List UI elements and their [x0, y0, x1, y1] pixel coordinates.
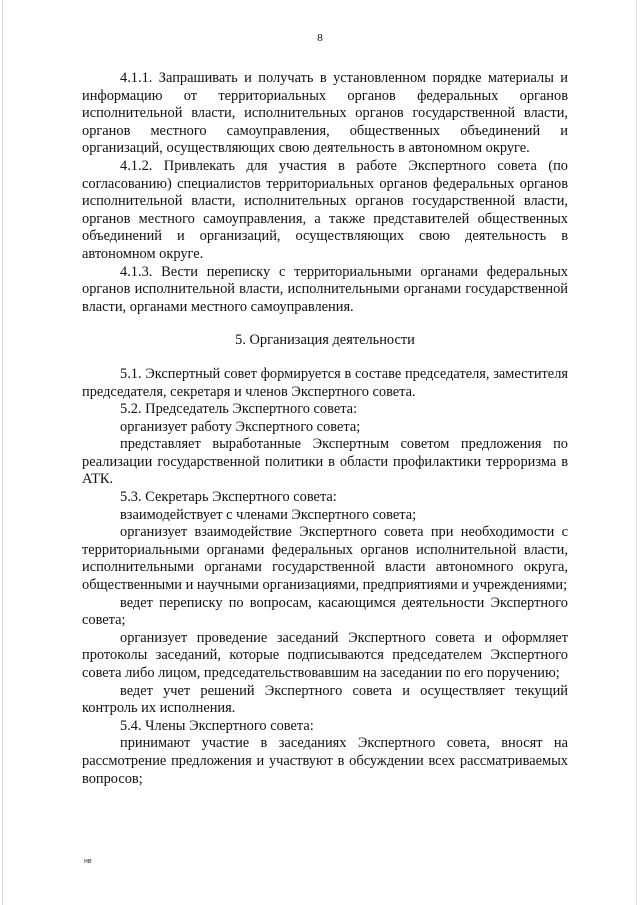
paragraph-5-2-title: 5.2. Председатель Экспертного совета:	[120, 401, 358, 418]
footer-mark: нв	[84, 858, 92, 865]
paragraph-secretary-duty-4: организует проведение заседаний Экспертного совета и оформляет протоколы заседаний, которые подписываются председателем Экспертного совета либо лицом, председательствовавшим на заседании по его поручению;	[82, 629, 568, 681]
paragraph-secretary-duty-3: ведет переписку по вопросам, касающимся деятельности Экспертного совета;	[82, 594, 568, 629]
section-heading: 5. Организация деятельности	[235, 332, 415, 349]
paragraph-secretary-duty-5: ведет учет решений Экспертного совета и осуществляет текущий контроль их исполнения.	[82, 682, 568, 717]
scan-edge-right	[636, 0, 637, 905]
paragraph-member-duty-1: принимают участие в заседаниях Экспертного совета, вносят на рассмотрение предложения и участвуют в обсуждении всех рассматриваемых вопросов;	[82, 735, 568, 787]
paragraph-5-4-title: 5.4. Члены Экспертного совета:	[120, 717, 314, 734]
paragraph-secretary-duty-1: взаимодействует с членами Экспертного совета;	[120, 506, 417, 523]
document-body	[82, 70, 568, 788]
paragraph-5-3-title: 5.3. Секретарь Экспертного совета:	[120, 489, 337, 506]
page-number: 8	[317, 32, 323, 44]
paragraph-5-1: 5.1. Экспертный совет формируется в составе председателя, заместителя председателя, секретаря и членов Экспертного совета.	[82, 365, 568, 400]
paragraph-chair-duty-1: организует работу Экспертного совета;	[120, 418, 361, 435]
scan-edge-left	[2, 0, 3, 905]
paragraph-secretary-duty-2: организует взаимодействие Экспертного совета при необходимости с территориальными органами федеральных органов исполнительной власти, исполнительными органами государственной власти автономного округа, общественными и научными организациями, предприятиями и учреждениями;	[82, 524, 568, 594]
paragraph-4-1-3: 4.1.3. Вести переписку с территориальными органами федеральных органов исполнительной власти, исполнительными органами государственной власти, органами местного самоуправления.	[82, 263, 568, 315]
paragraph-4-1-1: 4.1.1. Запрашивать и получать в установленном порядке материалы и информацию от территориальных органов федеральных органов исполнительной власти, исполнительных органов государственной власти, органов местного самоуправления, общественных объединений и организаций, осуществляющих свою деятельность в автономном округе.	[82, 70, 568, 157]
paragraph-4-1-2: 4.1.2. Привлекать для участия в работе Экспертного совета (по согласованию) специалистов территориальных органов федеральных органов исполнительной власти, исполнительных органов государственной власти, органов местного самоуправления, а также представителей общественных объединений и организаций, осуществляющих свою деятельность в автономном округе.	[82, 157, 568, 262]
paragraph-chair-duty-2: представляет выработанные Экспертным советом предложения по реализации государственной политики в области профилактики терроризма в АТК.	[82, 436, 568, 488]
